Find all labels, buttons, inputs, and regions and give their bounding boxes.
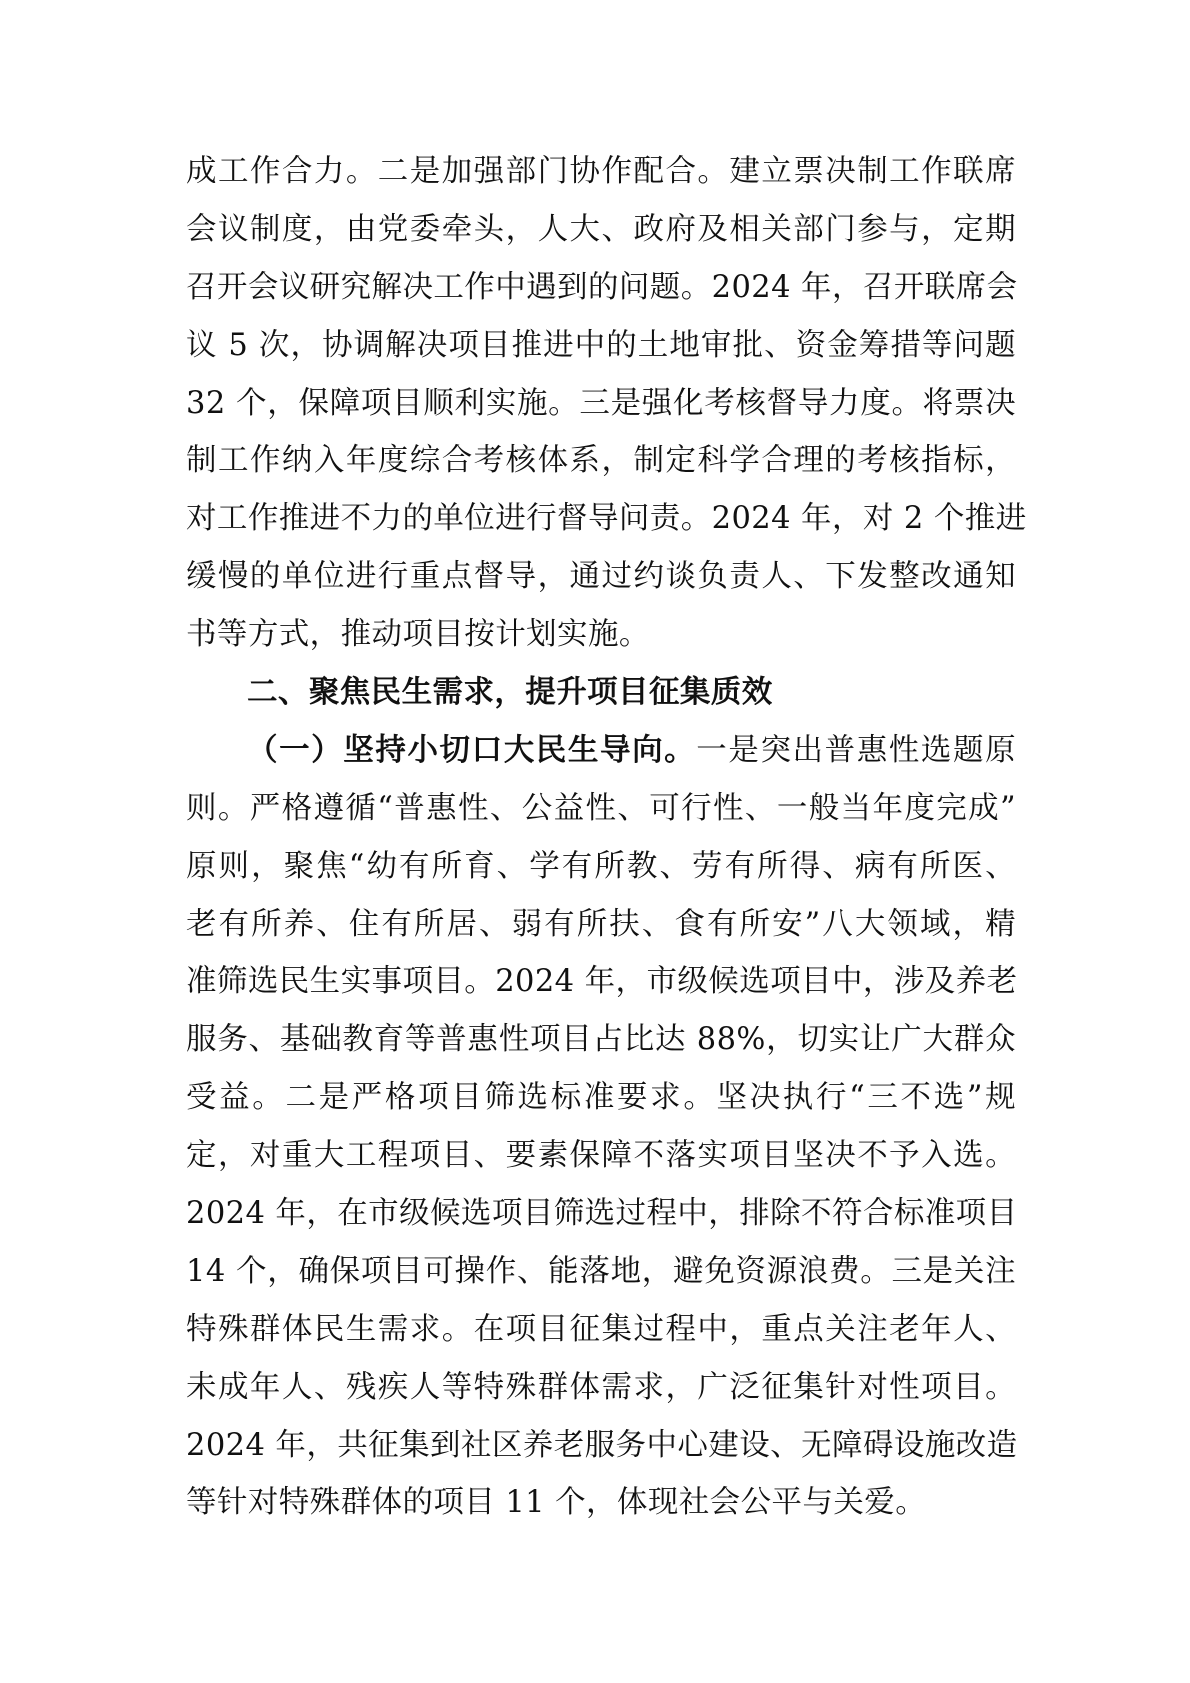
subsection-title: （一）坚持小切口大民生导向。 — [247, 731, 697, 768]
text-line: 未成年人、残疾人等特殊群体需求，广泛征集针对性项目。 — [186, 1369, 1016, 1405]
text-line: 服务、基础教育等普惠性项目占比达 88%，切实让广大群众 — [186, 1022, 1016, 1058]
text-line: 定，对重大工程项目、要素保障不落实项目坚决不予入选。 — [186, 1138, 1016, 1174]
text-line: 会议制度，由党委牵头，人大、政府及相关部门参与，定期 — [186, 211, 1016, 247]
text-line: 32 个，保障项目顺利实施。三是强化考核督导力度。将票决 — [186, 385, 1016, 421]
text-line: 原则，聚焦“幼有所育、学有所教、劳有所得、病有所医、 — [186, 848, 1016, 884]
text-line: 缓慢的单位进行重点督导，通过约谈负责人、下发整改通知 — [186, 559, 1016, 595]
subsection-first-line-text: 一是突出普惠性选题原 — [696, 732, 1016, 768]
text-line: 对工作推进不力的单位进行督导问责。2024 年，对 2 个推进 — [186, 501, 1027, 537]
paragraph-end-line: 书等方式，推动项目按计划实施。 — [186, 617, 650, 653]
text-line: 召开会议研究解决工作中遇到的问题。2024 年，召开联席会 — [186, 269, 1018, 305]
text-line: 14 个，确保项目可操作、能落地，避免资源浪费。三是关注 — [186, 1253, 1016, 1289]
text-line: 老有所养、住有所居、弱有所扶、食有所安”八大领域，精 — [186, 906, 1016, 942]
text-line: 成工作合力。二是加强部门协作配合。建立票决制工作联席 — [186, 154, 1016, 189]
text-line: 准筛选民生实事项目。2024 年，市级候选项目中，涉及养老 — [186, 964, 1018, 1000]
text-line: 制工作纳入年度综合考核体系，制定科学合理的考核指标， — [186, 443, 1016, 479]
section-heading: 二、聚焦民生需求，提升项目征集质效 — [247, 675, 773, 711]
text-line: 2024 年，共征集到社区养老服务中心建设、无障碍设施改造 — [186, 1427, 1018, 1463]
text-line: 2024 年，在市级候选项目筛选过程中，排除不符合标准项目 — [186, 1196, 1018, 1232]
subsection-first-line — [186, 722, 1016, 780]
text-line: 特殊群体民生需求。在项目征集过程中，重点关注老年人、 — [186, 1311, 1016, 1347]
text-line: 议 5 次，协调解决项目推进中的土地审批、资金筹措等问题 — [186, 327, 1016, 363]
body-text — [186, 143, 1027, 1532]
text-line: 则。严格遵循“普惠性、公益性、可行性、一般当年度完成” — [186, 790, 1016, 826]
text-line: 受益。二是严格项目筛选标准要求。坚决执行“三不选”规 — [186, 1080, 1016, 1116]
paragraph-end-line: 等针对特殊群体的项目 11 个，体现社会公平与关爱。 — [186, 1485, 927, 1521]
